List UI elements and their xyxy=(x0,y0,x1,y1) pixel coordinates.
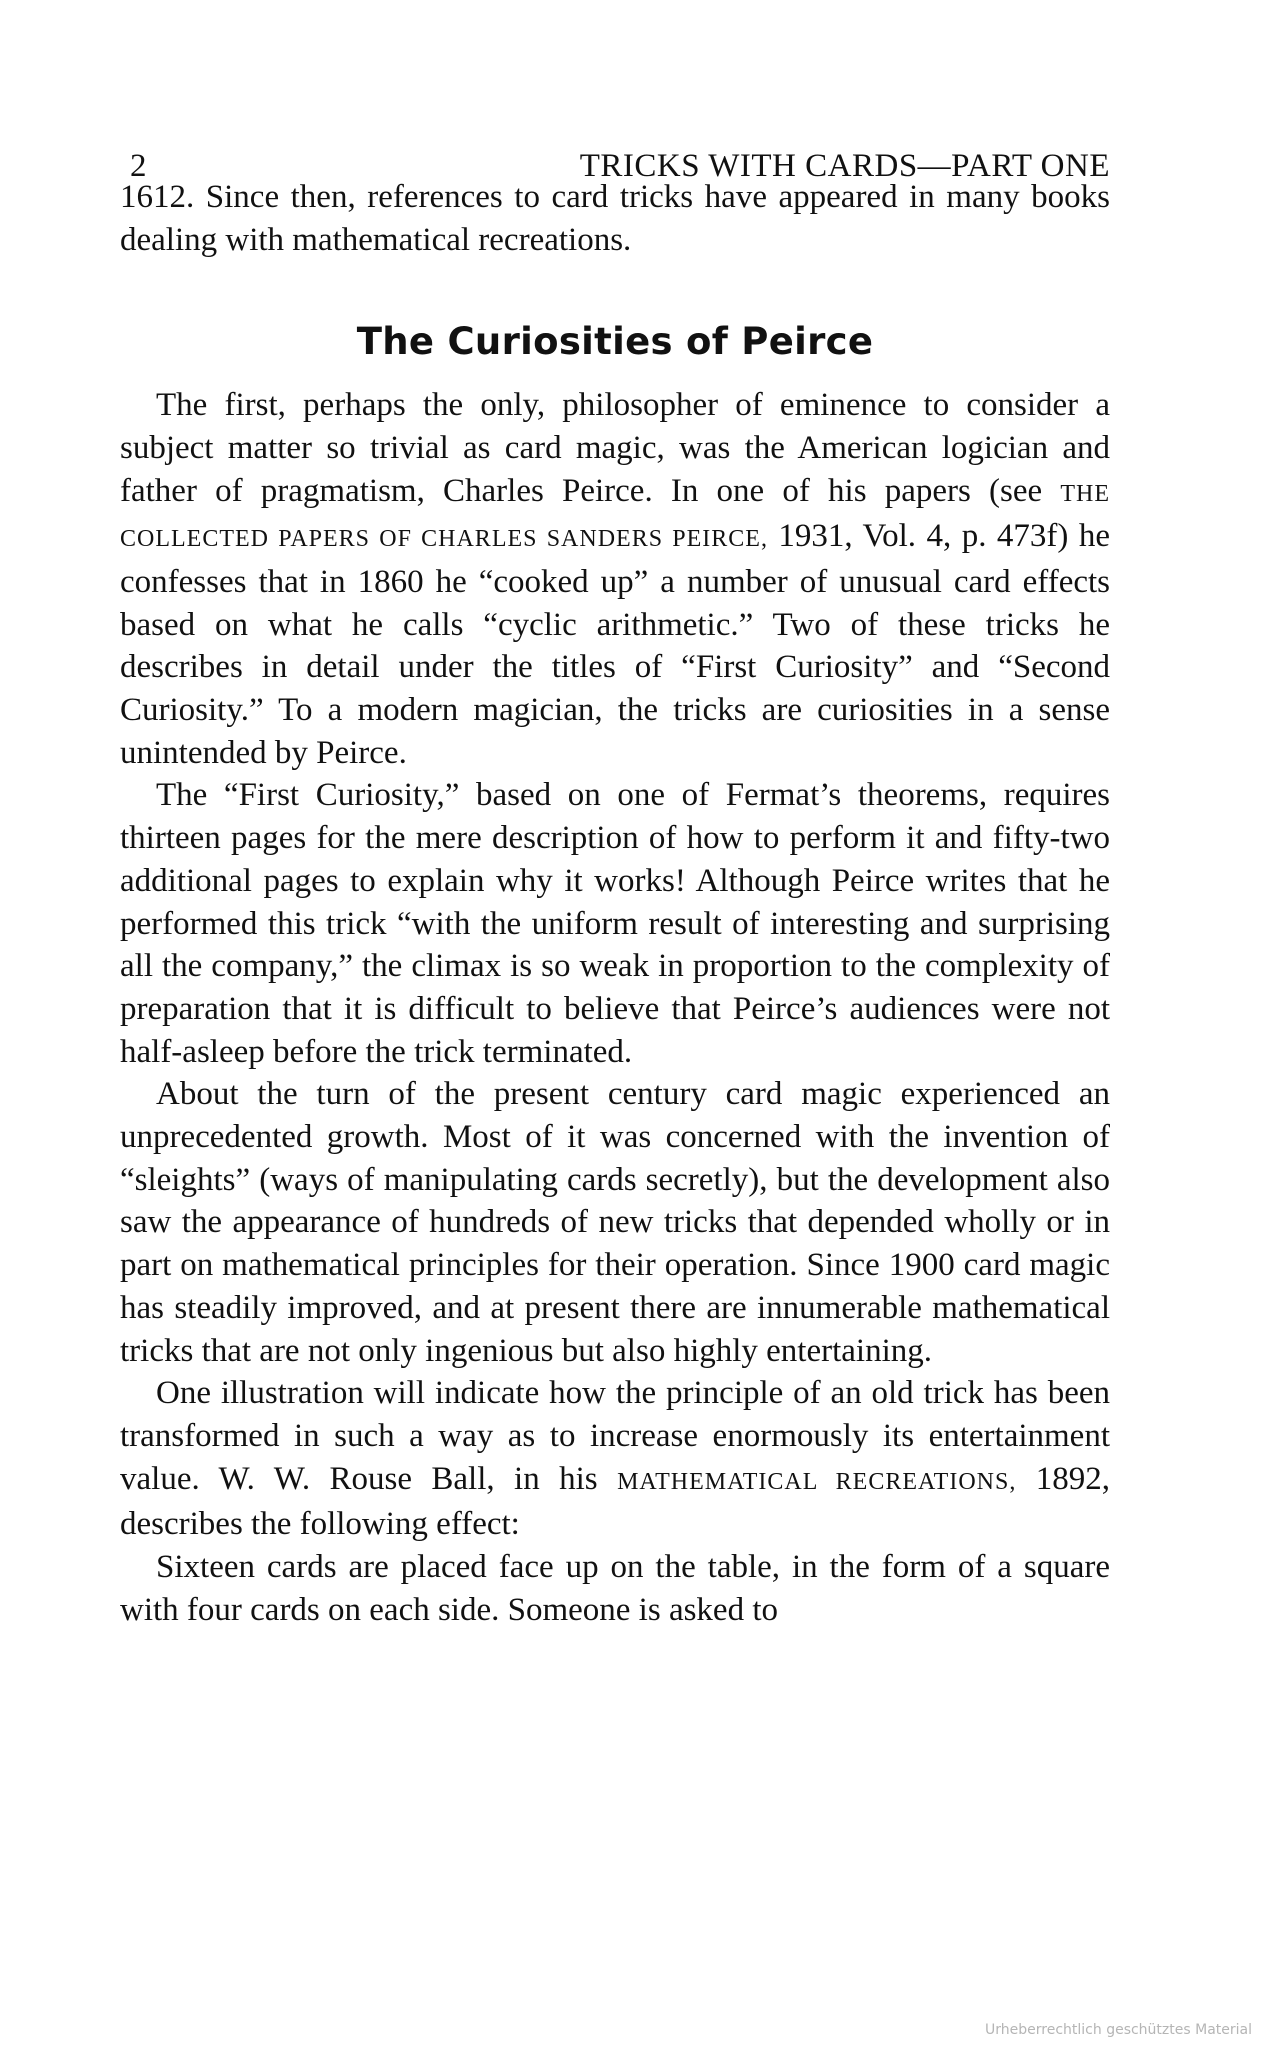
running-head-title: TRICKS WITH CARDS—PART ONE xyxy=(579,148,1110,184)
body-text xyxy=(120,176,1110,1632)
copyright-watermark: Urheberrechtlich geschütztes Material xyxy=(985,2022,1252,2038)
paragraph-card-magic-growth: About the turn of the present century card magic experienced an unprecedented growth. Most of it was concerned with the invention of “sleights” (ways of manipulating cards secretly), but the development also saw the appearance of hundreds of new tricks that depended wholly or in part on mathematical principles for their operation. Since 1900 card magic has steadily improved, and at present there are innumerable mathematical tricks that are not only ingenious but also highly entertaining. xyxy=(120,1076,1110,1369)
running-head xyxy=(120,130,1110,184)
page-number: 2 xyxy=(130,148,147,184)
paragraph-continuation: 1612. Since then, references to card tricks have appeared in many books dealing with mathematical recreations. xyxy=(120,179,1110,258)
book-page xyxy=(120,130,1110,1632)
paragraph-rouse-ball xyxy=(120,1372,1110,1546)
paragraph-peirce-intro xyxy=(120,384,1110,774)
text-run: The first, perhaps the only, philosopher of eminence to consider a subject matter so trivial as card magic, was the American logician and father of pragmatism, Charles Peirce. In one of his papers (see xyxy=(120,387,1110,509)
paragraph-sixteen-cards: Sixteen cards are placed face up on the table, in the form of a square with four cards on each side. Someone is asked to xyxy=(120,1549,1110,1628)
text-run: 1892, describes the following effect: xyxy=(120,1460,1111,1543)
paragraph-first-curiosity: The “First Curiosity,” based on one of Fermat’s theorems, requires thirteen pages for the mere description of how to perform it and fifty-two additional pages to explain why it works! Although Peirce writes that he performed this trick “with the uniform result of interesting and surprising all the company,” the climax is so weak in proportion to the complexity of preparation that it is difficult to believe that Peirce’s audiences were not half-asleep before the trick terminated. xyxy=(120,777,1110,1070)
section-heading: The Curiosities of Peirce xyxy=(356,320,874,364)
text-run: One illustration will indicate how the principle of an old trick has been transformed in such a way as to increase enormously its entertainment value. W. W. Rouse Ball, in his xyxy=(120,1375,1110,1497)
book-title-small-caps: THE COLLECTED PAPERS OF CHARLES SANDERS PEIRCE, xyxy=(120,480,1110,553)
text-run: 1931, Vol. 4, p. 473f) he confesses that in 1860 he “cooked up” a number of unusual card effects based on what he calls “cyclic arithmetic.” Two of these tricks he describes in detail under the titles of “First Curiosity” and “Second Curiosity.” To a modern magician, the tricks are curiosities in a sense unintended by Peirce. xyxy=(120,518,1110,771)
book-title-small-caps: MATHEMATICAL RECREATIONS, xyxy=(617,1468,1017,1495)
